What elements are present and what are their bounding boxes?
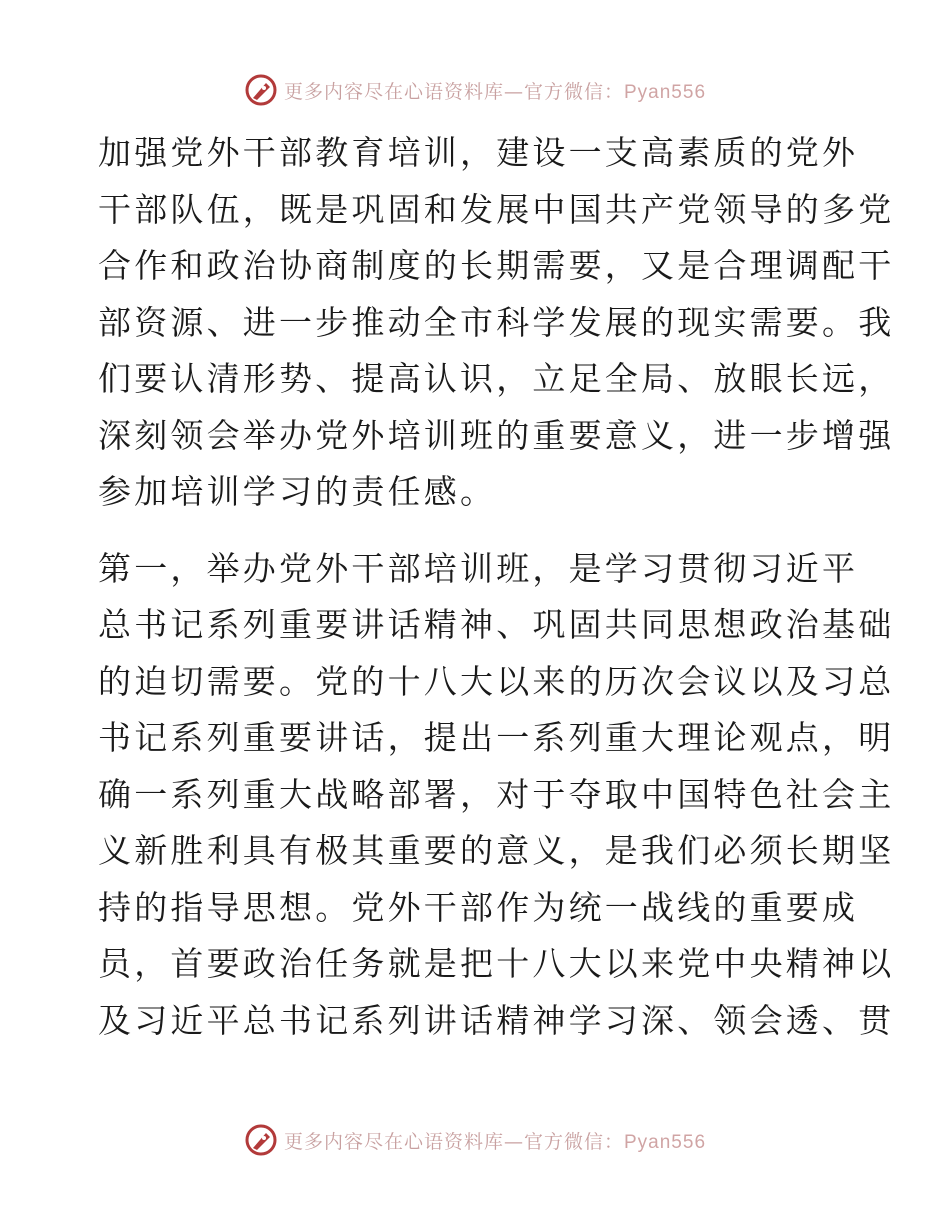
header-banner bbox=[0, 70, 950, 110]
text-line: 的迫切需要。党的十八大以来的历次会议以及习总 bbox=[98, 661, 895, 701]
footer-banner bbox=[0, 1120, 950, 1160]
text-line: 合作和政治协商制度的长期需要，又是合理调配干 bbox=[98, 246, 895, 285]
text-line: 持的指导思想。党外干部作为统一战线的重要成 bbox=[98, 887, 859, 927]
text-line: 员，首要政治任务就是把十八大以来党中央精神以 bbox=[98, 944, 895, 983]
text-line: 们要认清形势、提高认识，立足全局、放眼长远， bbox=[98, 359, 895, 398]
paragraph-2 bbox=[98, 541, 895, 1050]
text-line: 义新胜利具有极其重要的意义，是我们必须长期坚 bbox=[98, 831, 895, 870]
paragraph-1 bbox=[98, 125, 895, 521]
text-line: 总书记系列重要讲话精神、巩固共同思想政治基础 bbox=[98, 605, 895, 644]
pen-nib-logo-icon bbox=[244, 1123, 278, 1157]
text-line: 干部队伍，既是巩固和发展中国共产党领导的多党 bbox=[98, 189, 895, 229]
document-body bbox=[98, 125, 895, 1049]
banner-text bbox=[284, 77, 706, 104]
pen-nib-logo-icon bbox=[244, 73, 278, 107]
wechat-id: Pyan556 bbox=[624, 81, 707, 103]
text-line: 加强党外干部教育培训，建设一支高素质的党外 bbox=[98, 133, 859, 172]
banner-text bbox=[284, 1127, 706, 1154]
text-line: 部资源、进一步推动全市科学发展的现实需要。我 bbox=[98, 302, 895, 342]
text-line: 书记系列重要讲话，提出一系列重大理论观点，明 bbox=[98, 718, 895, 757]
text-line: 参加培训学习的责任感。 bbox=[98, 472, 497, 511]
banner-label: 更多内容尽在心语资料库—官方微信： bbox=[283, 1130, 624, 1153]
text-line: 深刻领会举办党外培训班的重要意义，进一步增强 bbox=[98, 415, 895, 455]
banner-label: 更多内容尽在心语资料库—官方微信： bbox=[283, 80, 624, 103]
wechat-id: Pyan556 bbox=[624, 1131, 707, 1153]
text-line: 确一系列重大战略部署，对于夺取中国特色社会主 bbox=[98, 774, 895, 814]
text-line: 第一，举办党外干部培训班，是学习贯彻习近平 bbox=[98, 548, 859, 588]
text-line: 及习近平总书记系列讲话精神学习深、领会透、贯 bbox=[98, 1000, 895, 1040]
